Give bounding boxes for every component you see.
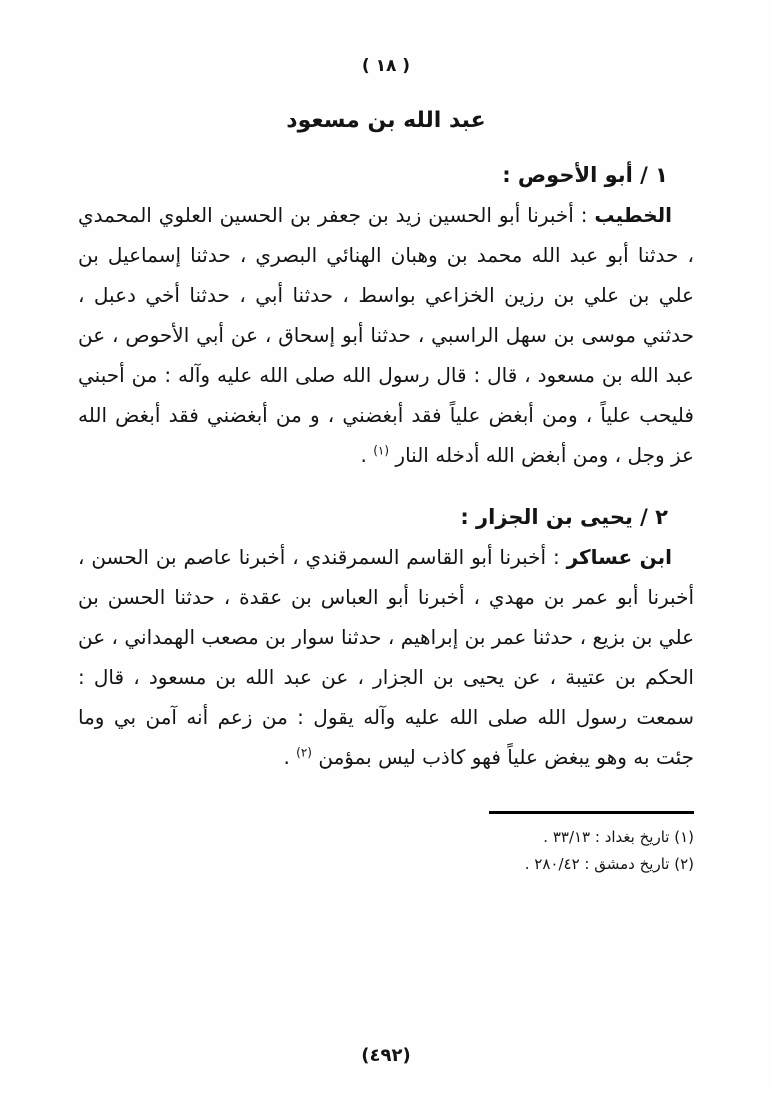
hadith-2-body-text: أخبرنا أبو القاسم السمرقندي ، أخبرنا عاصم بن الحسن ، أخبرنا أبو عمر بن مهدي ، أخبرنا أبو العباس بن عقدة ، حدثنا الحسن بن علي بن بزيع ، حدثنا عمر بن إبراهيم ، حدثنا سوار بن مصعب الهمداني ، عن الحكم بن عتيبة ، عن يحيى بن الجزار ، عن عبد الله بن مسعود ، قال : سمعت رسول الله صلى الله عليه وآله يقول : من زعم أنه آمن بي وما جئت به وهو يبغض علياً فهو كاذب ليس بمؤمن	[78, 545, 694, 769]
section-abu-al-ahwas	[78, 163, 694, 475]
footnote-1-marker: (١)	[373, 443, 390, 458]
footnote-2-marker: (٢)	[296, 745, 312, 760]
section-1-heading: ١ / أبو الأحوص :	[502, 163, 668, 187]
hadith-2-terminal-punct: .	[283, 745, 297, 769]
hadith-1-body-text: أخبرنا أبو الحسين زيد بن جعفر بن الحسين العلوي المحمدي ، حدثنا أبو عبد الله محمد بن وهبان الهنائي البصري ، حدثنا إسماعيل بن علي بن علي بن رزين الخزاعي بواسط ، حدثنا أبي ، حدثنا أخي دعبل ، حدثني موسى بن سهل الراسبي ، حدثنا أبو إسحاق ، عن أبي الأحوص ، عن عبد الله بن مسعود ، قال : قال رسول الله صلى الله عليه وآله : من أحبني فليحب علياً ، ومن أبغض علياً فقد أبغضني ، و من أبغضني فقد أبغض الله عز وجل ، ومن أبغض الله أدخله النار	[78, 203, 694, 467]
footnotes-block	[78, 824, 694, 878]
hadith-1-terminal-punct: .	[360, 443, 374, 467]
footnote-separator-rule	[489, 811, 694, 814]
lead-separator: :	[546, 545, 567, 569]
narrator-source-name: الخطيب	[594, 203, 673, 227]
footnote-2: (٢) تاريخ دمشق : ٢٨٠/٤٢ .	[524, 855, 694, 873]
chapter-title: عبد الله بن مسعود	[286, 108, 486, 133]
lead-separator: :	[573, 203, 595, 227]
hadith-2-paragraph	[78, 537, 694, 777]
page-header-number: ( ١٨ )	[361, 56, 411, 76]
narrator-source-name: ابن عساكر	[566, 545, 673, 569]
section-yahya-ibn-al-jazzar	[78, 505, 694, 777]
footnote-1: (١) تاريخ بغداد : ٣٣/١٣ .	[543, 828, 694, 846]
hadith-1-paragraph	[78, 195, 694, 475]
page-footer-number: (٤٩٢)	[361, 1045, 411, 1066]
section-2-heading: ٢ / يحيى بن الجزار :	[460, 505, 668, 529]
